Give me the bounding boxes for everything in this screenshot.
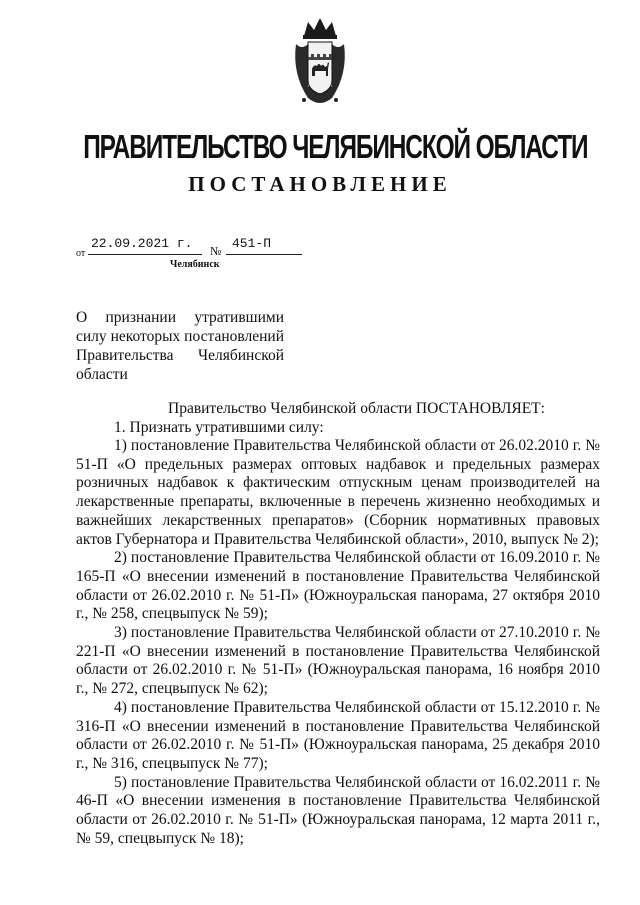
document-body <box>76 437 600 848</box>
subject-line: О признании утратившими <box>76 309 284 326</box>
subject-line: области <box>76 366 128 383</box>
list-item: 5) постановление Правительства Челябинской области от 16.02.2011 г. № 46-П «О внесении изменения в постановление Правительства Челябинской области от 26.02.2010 г. № 51-П» (Южноуральская панорама, 12 марта 2011 г., № 59, спецвыпуск № 18); <box>76 773 600 847</box>
list-item: 3) постановление Правительства Челябинской области от 27.10.2010 г. № 221-П «О внесении изменений в постановление Правительства Челябинской области от 26.02.2010 г. № 51-П» (Южноуральская панорама, 16 ноября 2010 г., № 272, спецвыпуск № 62); <box>76 624 600 698</box>
number-underline <box>226 254 302 255</box>
list-item: 1) постановление Правительства Челябинской области от 26.02.2010 г. № 51-П «О предельных размерах оптовых надбавок и предельных размерах розничных надбавок к фактическим отпускным ценам производителей на лекарственные препараты, включенные в перечень жизненно необходимых и важнейших лекарственных препаратов» (Сборник нормативных правовых актов Губернатора и Правительства Челябинской области», 2010, выпуск № 2); <box>76 437 600 548</box>
list-item: 2) постановление Правительства Челябинской области от 16.09.2010 г. № 165-П «О внесении изменений в постановление Правительства Челябинской области от 26.02.2010 г. № 51-П» (Южноуральская панорама, 27 октября 2010 г., № 258, спецвыпуск № 59); <box>76 549 600 623</box>
list-item: 4) постановление Правительства Челябинской области от 15.12.2010 г. № 316-П «О внесении изменений в постановление Правительства Челябинской области от 26.02.2010 г. № 51-П» (Южноуральская панорама, 25 декабря 2010 г., № 316, спецвыпуск № 77); <box>76 698 600 772</box>
date-underline <box>88 254 202 255</box>
subject-line: Правительства Челябинской <box>76 347 284 364</box>
point-heading: 1. Признать утратившими силу: <box>114 419 324 436</box>
coat-of-arms-icon <box>290 14 350 110</box>
document-subject <box>76 308 284 384</box>
city-name: Челябинск <box>170 259 220 270</box>
date-prefix-label: от <box>76 248 86 259</box>
number-sign: № <box>210 244 222 258</box>
document-number: 451-П <box>232 236 272 251</box>
document-type: ПОСТАНОВЛЕНИЕ <box>188 172 452 196</box>
document-date: 22.09.2021 г. <box>91 236 193 251</box>
resolution-intro: Правительство Челябинской области ПОСТАНОВЛЯЕТ: <box>168 400 545 417</box>
subject-line: силу некоторых постановлений <box>76 328 284 345</box>
government-title: ПРАВИТЕЛЬСТВО ЧЕЛЯБИНСКОЙ ОБЛАСТИ <box>83 128 588 165</box>
